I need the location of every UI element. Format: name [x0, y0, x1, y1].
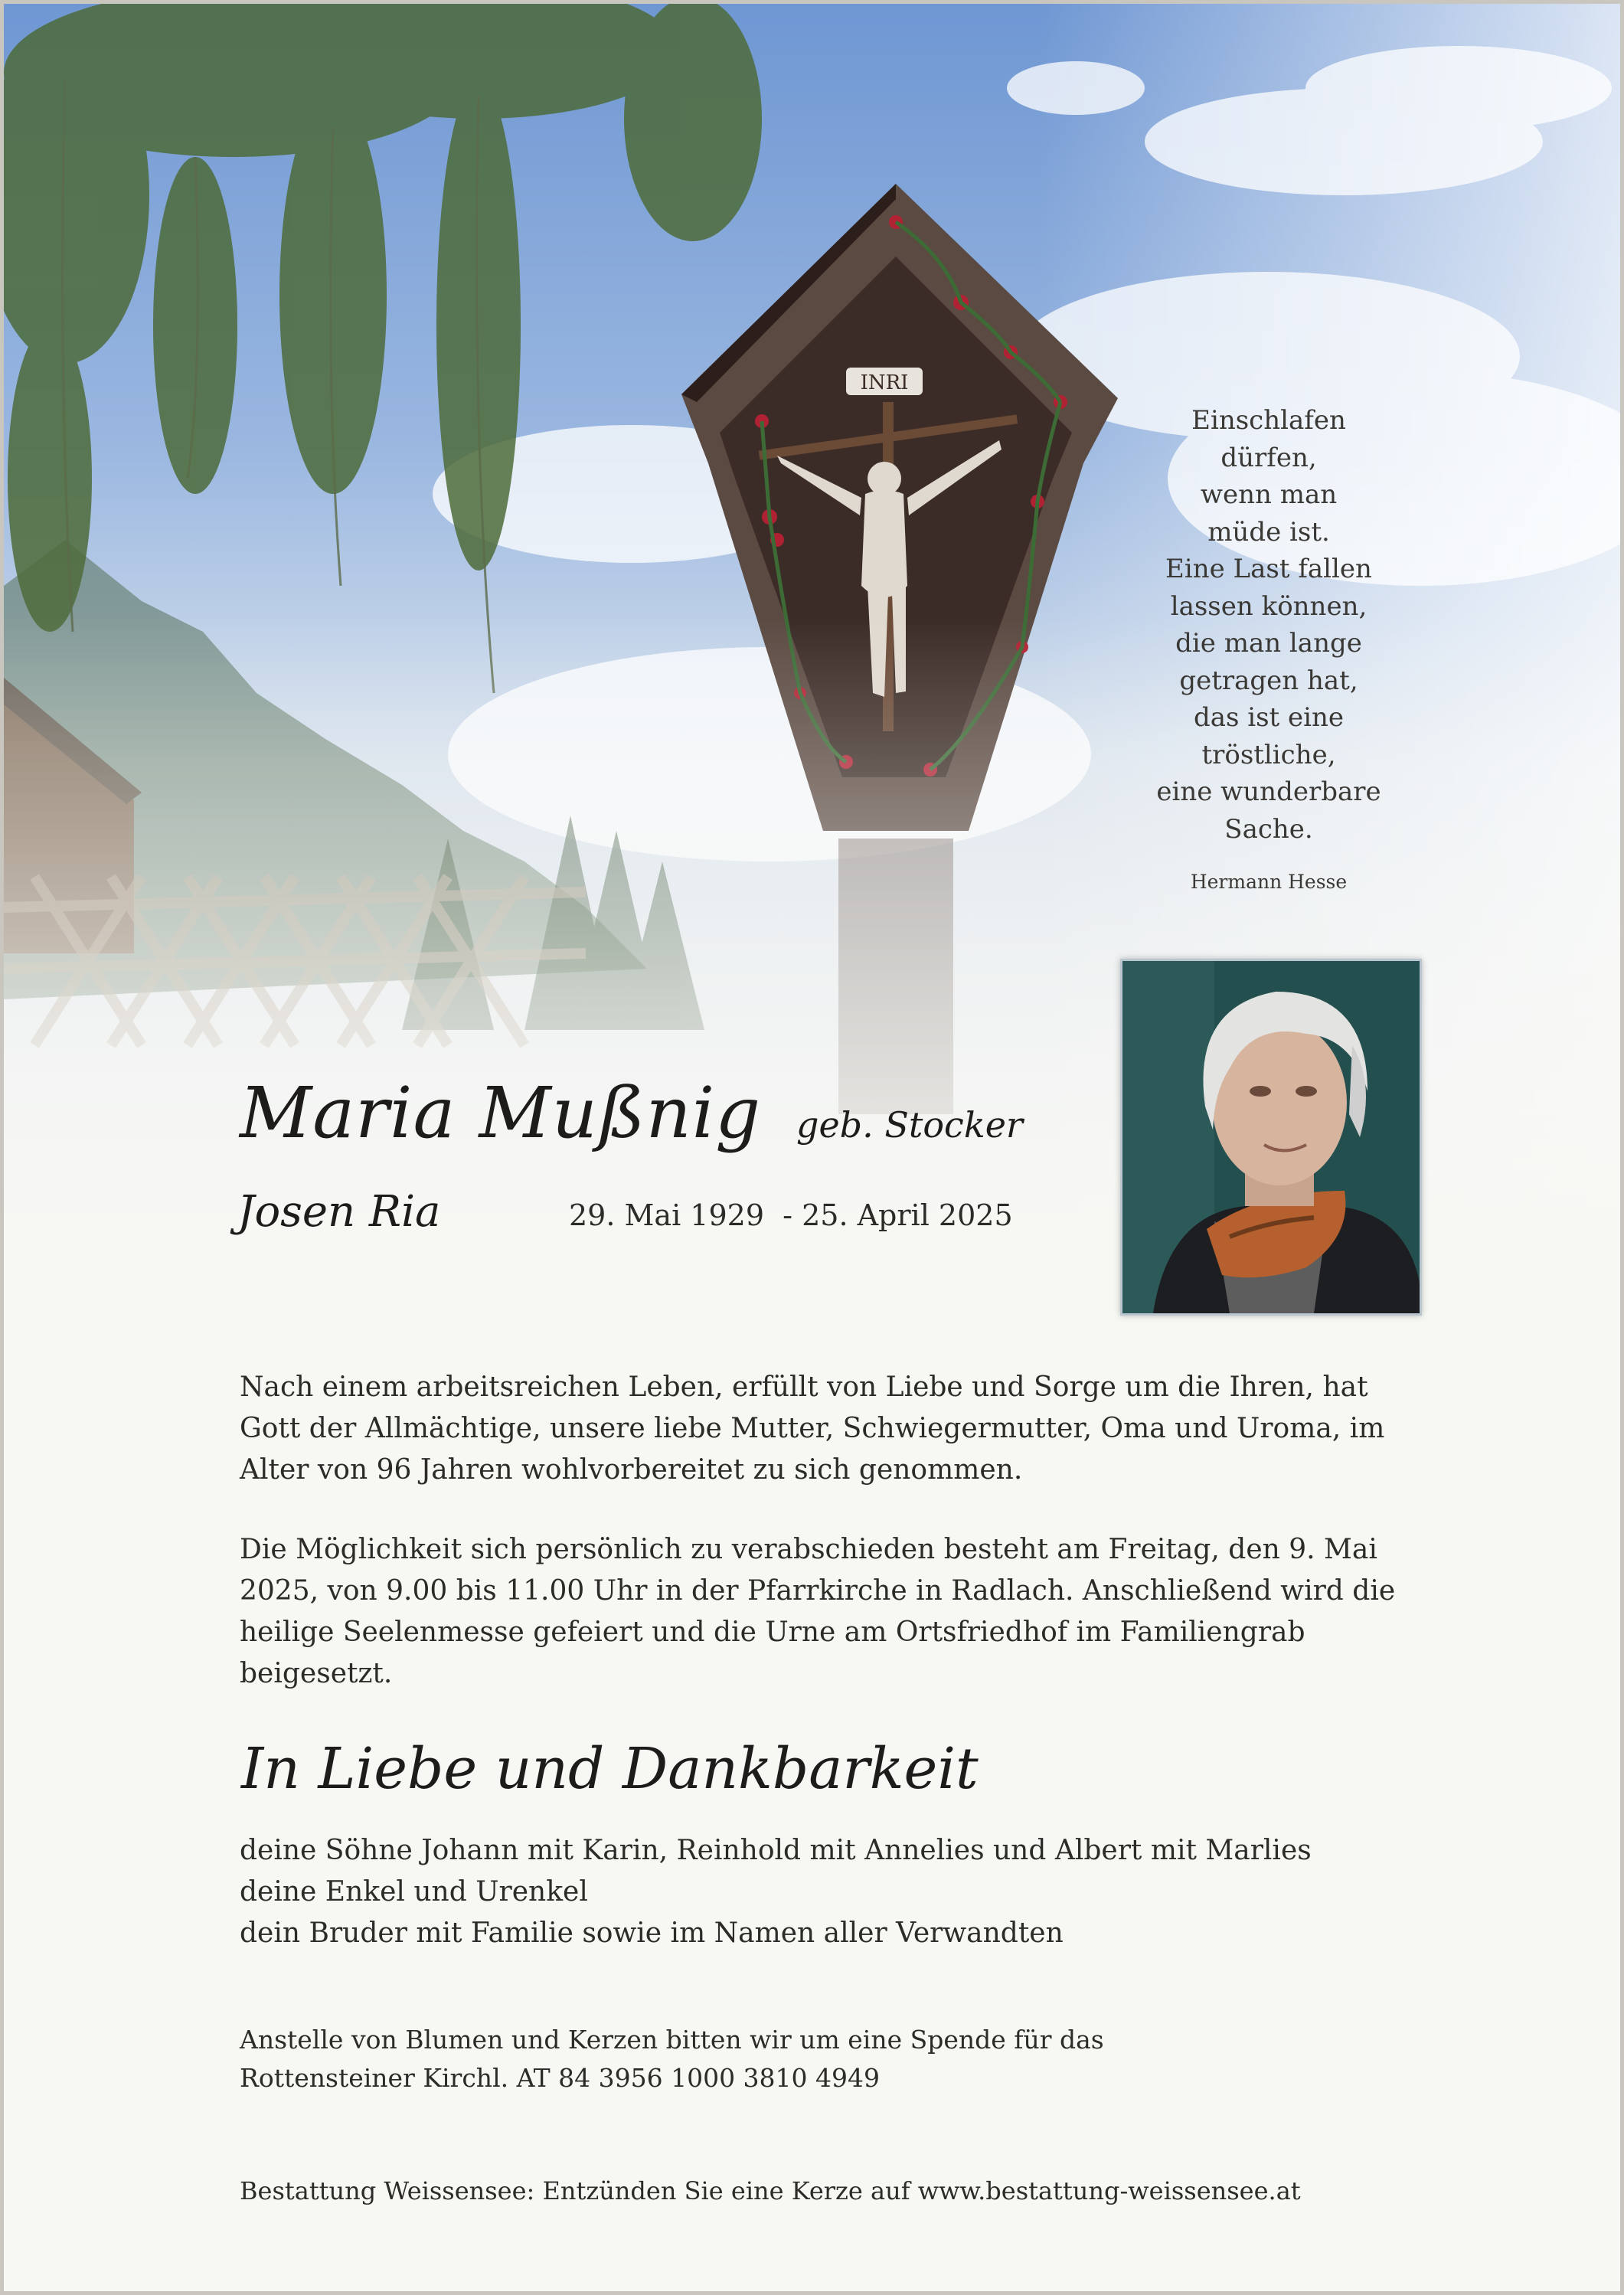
poem-line: getragen hat, [1179, 665, 1358, 696]
donation-line: Anstelle von Blumen und Kerzen bitten wir um eine Spende für das [240, 2025, 1104, 2055]
poem-author: Hermann Hesse [1190, 871, 1348, 893]
poem-line: die man lange [1175, 628, 1362, 659]
donation-note [240, 2021, 1465, 2097]
donation-line: Rottensteiner Kirchl. AT 84 3956 1000 3810 4949 [240, 2063, 881, 2093]
life-dates: 29. Mai 1929 - 25. April 2025 [569, 1198, 1013, 1232]
poem-line: Eine Last fallen [1165, 554, 1372, 584]
poem-line: dürfen, [1220, 442, 1317, 473]
nickname: Josen Ria [237, 1187, 441, 1237]
mourners-heading: In Liebe und Dankbarkeit [241, 1736, 979, 1802]
poem-line: lassen können, [1170, 590, 1367, 622]
poem-line: Sache. [1224, 813, 1313, 845]
mourners-line: dein Bruder mit Familie sowie im Namen aller Verwandten [240, 1917, 1064, 1949]
portrait-photo [1120, 959, 1422, 1316]
inri-text: INRI [860, 371, 909, 394]
poem-line: das ist eine [1193, 702, 1345, 733]
poem [1108, 402, 1430, 848]
farewell-paragraph: Die Möglichkeit sich persönlich zu verabschieden besteht am Freitag, den 9. Mai 2025, von 9.00 bis 11.00 Uhr in der Pfarrkirche in Radlach. Anschließend wird die heilige Seelenmesse gefeiert und die Urne am Ortsfriedhof im Familiengrab beigesetzt. [240, 1534, 1396, 1689]
mourners-line: deine Söhne Johann mit Karin, Reinhold mit Annelies und Albert mit Marlies [240, 1835, 1312, 1866]
deceased-name: Maria Mußnig [240, 1072, 762, 1154]
poem-line: Einschlafen [1191, 405, 1346, 436]
poem-line: eine wunderbare [1156, 776, 1381, 807]
poem-line: wenn man [1200, 479, 1338, 510]
mourners-list [240, 1830, 1465, 1954]
birth-name: geb. Stocker [796, 1104, 1023, 1146]
mourners-line: deine Enkel und Urenkel [240, 1876, 588, 1908]
poem-line: tröstliche, [1201, 739, 1336, 770]
funeral-home-footer: Bestattung Weissensee: Entzünden Sie eine Kerze auf www.bestattung-weissensee.at [240, 2176, 1301, 2205]
announcement-paragraph: Nach einem arbeitsreichen Leben, erfüllt von Liebe und Sorge um die Ihren, hat Gott der Allmächtige, unsere liebe Mutter, Schwiegermutter, Oma und Uroma, im Alter von 96 Jahren wohlvorbereitet zu sich genommen. [240, 1371, 1385, 1486]
poem-line: müde ist. [1207, 516, 1330, 548]
